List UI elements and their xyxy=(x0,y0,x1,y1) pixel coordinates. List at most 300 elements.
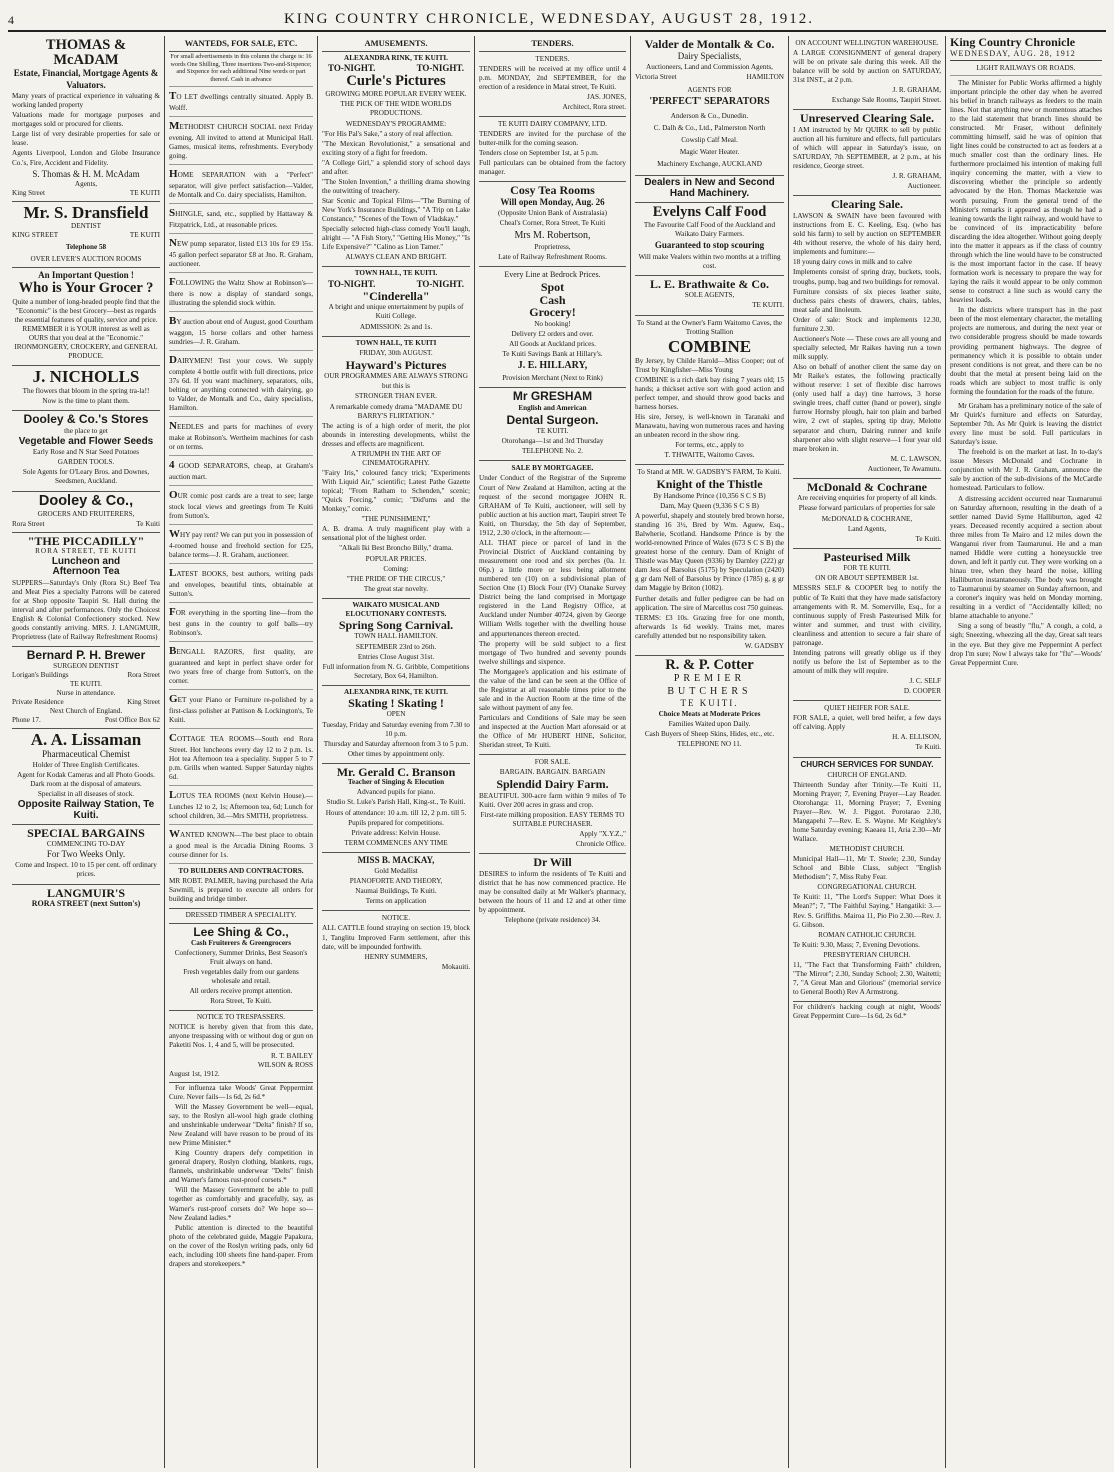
ad-title: TENDERS. xyxy=(535,54,570,63)
ad-text: BEAUTIFUL 300-acre farm within 9 miles of Te Kuiti. Over 200 acres in grass and crop. xyxy=(479,792,626,810)
ad-text: To Stand at MR. W. GADSBY'S FARM, Te Kuiti. xyxy=(637,468,782,477)
programme-item: "For His Pal's Sake," a story of real affection. xyxy=(322,129,453,138)
ad-grocer xyxy=(12,268,160,366)
ad-text: Many years of practical experience in valuating & working landed property xyxy=(12,92,160,110)
ad-title: Lee Shing & Co., xyxy=(193,925,289,940)
ad-text: No booking! xyxy=(534,320,571,329)
ad-text: First-rate milking proposition. EASY TERMS TO SUITABLE PURCHASER. xyxy=(480,811,625,829)
notice-trespassers xyxy=(169,1011,313,1082)
ad-subtitle: Estate, Financial, Mortgage Agents & Valuators. xyxy=(13,68,159,90)
notice-clearing-sale xyxy=(793,196,941,478)
ad-text: Also on behalf of another client the same day on Mr Raike's estates, the following practically without reserve: 1 set of flexible disc harrows (only used half a day) tine harrows, 3 horse swingle trees, chaff cutter (hand or power), single furrow Hornsby plough, hair ton plain and barbed wire, 2 cwt of staples, spring tip dray, Melotte separator and churn, Dairing runner and knife sharpener also with slight reserve—1 four year old mare broken in. xyxy=(793,363,941,453)
ad-machinery xyxy=(635,176,784,203)
ad-text: Under Conduct of the Registrar of the Supreme Court of New Zealand at Hamilton, acting at the request of the second mortgagee JOHN R. GRAHAM of Te Kuiti, auctioneer, will sell by public auction at his auction mart, Taupiri street Te Kuiti, on Thursday, the 5th day of September, 1912, 2.30 o'clock, in the afternoon:— xyxy=(479,474,626,537)
ad-text: Dam, May Queen (9,336 S C S B) xyxy=(660,501,759,510)
ad-subtitle: Vegetable and Flower Seeds xyxy=(18,435,154,447)
ad-text: A bright and unique entertainment by pupils of Kuiti College. xyxy=(328,303,464,321)
column-3 xyxy=(318,36,475,1468)
ad-signature: M. C. LAWSON, xyxy=(890,454,941,463)
ad-subtitle: WAIKATO MUSICAL AND ELOCUTIONARY CONTESTS. xyxy=(345,600,447,618)
ad-signature: J. R. GRAHAM, xyxy=(892,86,941,95)
ad-text: Land Agents, xyxy=(847,524,887,533)
ad-subtitle: BUTCHERS xyxy=(667,685,752,697)
ad-text: Intending patrons will greatly oblige us if they notify us before the 1st of September as to the amount of milk they will require. xyxy=(793,648,941,675)
editorial-paragraph: In the districts where transport has in the past been of the most elementary character, the metalling projects are numerous, and during the next year or two considerable progress should be made towards providing permanent highways. The degree of permanency which it is possible to obtain under present conditions is not great, and there can be no doubt that the metal at present being laid on the roads which are subject to most traffic is only forming the foundation for the roads of the future. xyxy=(950,306,1102,396)
ad-subtitle: ON OR ABOUT SEPTEMBER 1st. xyxy=(815,574,919,583)
ad-combine-stallion xyxy=(635,316,784,466)
ad-subtitle: Guaranteed to stop scouring xyxy=(654,240,765,251)
ad-date: August 1st, 1912. xyxy=(169,1069,220,1078)
ad-text: Early Rose and N Star Seed Potatoes xyxy=(32,448,140,457)
ad-subtitle: Opposite Railway Station, Te Kuiti. xyxy=(17,799,155,821)
classified-ad: OUR comic post cards are a treat to see; large stock local views and greetings from Te Kuiti from Sutton's. xyxy=(169,487,313,525)
ad-title: Dooley & Co.'s Stores xyxy=(23,412,149,427)
classified-ad: WANTED KNOWN—The best place to obtain a good meal is the Arcadia Dining Rooms. 3 course dinner for 1s. xyxy=(169,826,313,864)
ad-text: TO-NIGHT. xyxy=(416,278,464,289)
ad-text: Apply "X.Y.Z.," xyxy=(579,830,626,839)
ad-signature: W. GADSBY xyxy=(744,641,784,650)
ad-mcdonald-cochrane xyxy=(793,479,941,549)
ad-subtitle: Every Line at Bedrock Prices. xyxy=(504,270,601,280)
ad-title: ON ACCOUNT WELLINGTON WAREHOUSE. xyxy=(795,39,939,47)
masthead-title: KING COUNTRY CHRONICLE, WEDNESDAY, AUGUST 28, 1912. xyxy=(283,11,815,27)
ad-text: Tuesday, Friday and Saturday evening from 7.30 to 10 p.m. xyxy=(322,720,470,738)
ad-text: By Jersey, by Childe Harold—Miss Cooper; out of Trust by Kingfisher—Miss Young xyxy=(635,356,784,374)
church-name: METHODIST CHURCH. xyxy=(829,845,905,854)
section-heading: WANTEDS, FOR SALE, ETC. xyxy=(169,36,313,52)
ad-evelyns-calf-food xyxy=(635,203,784,276)
ad-signature: Mrs M. Robertson, xyxy=(514,229,591,241)
ad-signature: JAS. JONES, xyxy=(587,92,626,101)
ad-text: 18 young dairy cows in milk and to calve xyxy=(793,258,912,267)
ad-text: Particulars and Conditions of Sale may be seen and inspected at the Auction Mart aforesaid or at the Office of Mr HUBERT HINE, Solicitor, Sheridan street, Te Kuiti. xyxy=(479,714,626,750)
ad-text: A TRIUMPH IN THE ART OF CINEMATOGRAPHY. xyxy=(350,449,442,467)
agency-item: C. Dalh & Co., Ltd., Palmerston North xyxy=(653,123,766,132)
church-times: Te Kuiti: 9.30, Mass; 7, Evening Devotions. xyxy=(793,940,920,949)
ad-text: TENDERS are invited for the purchase of the butter-milk for the coming season. xyxy=(479,130,626,148)
ad-text: ALL CATTLE found straying on section 19, block 1, Tanglitu Improved Farm settlement, after this date, will be impounded forthwith. xyxy=(322,924,470,951)
ad-signature: H. A. ELLISON, xyxy=(892,733,941,742)
ad-text: Gold Medallist xyxy=(374,867,418,876)
ad-address: Rora Street xyxy=(12,519,45,528)
ad-text: Cheal's Corner, Rora Street, Te Kuiti xyxy=(499,219,606,228)
ad-signature: WILSON & ROSS xyxy=(257,1060,313,1069)
ad-subtitle: English and American xyxy=(518,403,587,412)
column-4 xyxy=(475,36,631,1468)
ad-signature: HENRY SUMMERS, xyxy=(364,952,428,961)
classified-ad: BY auction about end of August, good Courtham waggon, 15 horse collars and other harness sundries—J. R. Graham. xyxy=(169,313,313,351)
ad-title: Splendid Dairy Farm. xyxy=(496,777,609,792)
ad-text: For terms, etc., apply to xyxy=(675,441,744,450)
ad-title: A. A. Lissaman xyxy=(30,729,142,749)
ad-text: Nurse in attendance. xyxy=(56,688,116,697)
ad-subtitle: Dairy Specialists, xyxy=(677,50,742,61)
programme-item: Star Scenic and Topical Films—"The Burning of New York's Insurance Buildings," "A Trip on Lake Constance," "Scenes of the Town of Vladskay." xyxy=(322,197,470,224)
ad-text: Private Residence xyxy=(12,697,64,706)
ad-gresham xyxy=(479,388,626,461)
reading-notice: Will the Massey Government be able to pull together as comfortably and gracefully, say, as Warner's rust-proof corsets do? We hope so—New Zealand ladies.* xyxy=(169,1186,313,1222)
ad-text: Implements consist of spring dray, buckets, tools, troughs, pump, bag and two buildings for removal. xyxy=(793,268,941,286)
ad-text: The property will be sold subject to a first mortgage of Two hundred and seventy pounds twelve shillings and sixpence. xyxy=(479,639,626,666)
ad-town: TE KUITI. xyxy=(70,679,102,688)
ad-text: Sole Agents for O'Leary Bros. and Downes, Seedsmen, Auckland. xyxy=(22,468,150,486)
ad-text: For Two Weeks Only. xyxy=(46,849,126,860)
ad-town: TE KUITI xyxy=(129,188,160,197)
ad-signature: S. Thomas & H. M. McAdam xyxy=(32,168,140,179)
column-2 xyxy=(165,36,318,1468)
ad-subtitle: SOLE AGENTS, xyxy=(684,291,735,300)
ad-date: FRIDAY, 30th AUGUST. xyxy=(359,348,433,357)
church-services xyxy=(793,758,941,1003)
ad-text: ALL THAT piece or parcel of land in the Provincial District of Auckland containing by measurement one rood and six perches (0a. 1r. 06p.) a little more or less being allotment numbered ten (10) on a subdivisional plan of Section One (1) Block Four (IV) Otanake Survey District being the land comprised in Mortgage registered in the Land Registry Office, at Auckland under Number 40724, given by George William Wells together with the dwelling house and appurtenances thereon erected. xyxy=(479,538,626,638)
ad-text: Exchange Sale Rooms, Taupiri Street. xyxy=(831,96,941,105)
programme-item: "A College Girl," a splendid story of school days and after. xyxy=(322,158,470,176)
programme-item: Specially selected high-class comedy You'll laugh, alright — "A Fish Story," "Getting His Money," "Is Life Expensive?" "Calino as Lion Tamer." xyxy=(322,225,470,252)
ad-title: COMBINE xyxy=(667,336,752,356)
classified-ad: GET your Piano or Furniture re-polished by a first-class polisher at Pattison & Lockington's, Te Kuiti. xyxy=(169,691,313,729)
ad-subtitle: PIANOFORTE AND THEORY, xyxy=(349,877,443,886)
ad-pasteurised-milk xyxy=(793,549,941,701)
classified-ad: FOR everything in the sporting line—from the best guns in the country to golf balls—try Robinson's. xyxy=(169,604,313,642)
ad-text: Valuations made for mortgage purposes and mortgages sold or procured for clients. xyxy=(12,111,160,129)
ad-title: Skating ! Skating ! xyxy=(348,695,444,710)
ad-text: Thursday and Saturday afternoon from 3 to 5 p.m. xyxy=(323,739,469,748)
ad-text: POPULAR PRICES. xyxy=(365,554,427,563)
ad-address: RORA STREET, TE KUITI xyxy=(35,547,137,556)
reading-notice: For children's hacking cough at night, Woods' Great Peppermint Cure—1s 6d, 2s 6d.* xyxy=(793,1003,941,1021)
ad-date: SEPTEMBER 23rd to 26th. xyxy=(355,642,437,651)
ad-text: Full information from N. G. Gribble, Competitions Secretary, Box 64, Hamilton. xyxy=(322,662,470,680)
ad-text: Fresh vegetables daily from our gardens wholesale and retail. xyxy=(183,968,299,986)
ad-text: The great star novelty. xyxy=(363,584,429,593)
ad-text: OVER LEVER'S AUCTION ROOMS xyxy=(30,255,142,264)
ad-town: Mokauiti. xyxy=(441,962,470,971)
ad-title: Mr. S. Dransfield xyxy=(23,203,149,223)
editorial-date: WEDNESDAY, AUG. 28, 1912 xyxy=(950,49,1102,61)
ad-signature: J. C. SELF xyxy=(909,677,941,686)
ad-title: LANGMUIR'S xyxy=(46,885,125,900)
ad-text: Cash Buyers of Sheep Skins, Hides, etc., etc. xyxy=(644,729,775,738)
ad-text: Order of sale: Stock and implements 12.30, furniture 2.30. xyxy=(793,315,941,333)
ad-title: Evelyns Calf Food xyxy=(652,204,767,221)
notice-unreserved-sale xyxy=(793,110,941,196)
ad-town: Te Kuiti xyxy=(136,519,160,528)
ad-subtitle: DENTIST xyxy=(71,221,101,230)
classified-ad: METHODIST CHURCH SOCIAL next Friday evening. All invited to attend at Municipal Hall. Games, musical items, refreshments. Everybody going. xyxy=(169,118,313,165)
ad-text: TO-NIGHT. xyxy=(328,278,376,289)
news-paragraph: Sing a song of beastly "flu," A cough, a cold, a sigh; Sneezing, wheezing all the day, Great salt tears in the eye. But they give me Peppermint A perfect drop I'm sure; Now I always take for "flu"—Woods' Great Peppermint Cure. xyxy=(950,622,1102,667)
masthead xyxy=(8,6,1106,32)
ad-subtitle: BARGAIN. BARGAIN. BARGAIN xyxy=(499,768,606,777)
ad-text: Agents Liverpool, London and Globe Insurance Co.'s, Fire, Accident and Fidelity. xyxy=(12,149,160,167)
ad-phone: Phone 17. xyxy=(12,715,41,724)
ad-signature: McDONALD & COCHRANE, xyxy=(821,514,913,523)
reading-notice: For influenza take Woods' Great Peppermint Cure. Never fails—1s 6d, 2s 6d.* xyxy=(169,1083,313,1101)
ad-subtitle: Cash Fruiterers & Greengrocers xyxy=(191,938,291,947)
ad-text: The Mortgagee's application and his estimate of the value of the land can be seen at the Office of the Registrar at all reasonable times prior to the sale and in the Auction Room at the time of the sale without payment of any fee. xyxy=(479,667,626,713)
ad-text: Auctioneer. xyxy=(907,182,941,191)
ad-title: Curle's Pictures xyxy=(346,73,446,90)
ad-title: R. & P. Cotter xyxy=(665,656,754,673)
agency-item: Machinery Exchange, AUCKLAND xyxy=(657,159,762,168)
ad-text: Auctioneers, Land and Commission Agents, xyxy=(646,62,773,71)
ad-text: (Opposite Union Bank of Australasia) xyxy=(498,209,607,218)
reading-notice: Public attention is directed to the beautiful photo of the celebrated guide, Maggie Papakura, on the cover of the Roslyn writing pads, only 6d each, including 100 sheets fine hand-paper. From drapers and storekeepers.* xyxy=(169,1223,313,1268)
news-paragraph: The freehold is on the market at last. In to-day's issue Messrs McDonald and Cochrane in conjunction with Mr J. R. Graham, announce the sale by auction of the sub-divisions of the McCardle homestead. Particulars to follow. xyxy=(950,448,1102,493)
ad-title: Dooley & Co., xyxy=(38,492,134,509)
ad-title: SALE BY MORTGAGEE. xyxy=(511,464,594,473)
ad-text: A powerful, shapely and stoutely bred brown horse, standing 16 3½, Bred by Wm. Aguew, Esq., Balwherie, Scotland. Handsome Prince is by the world-renowned Prince of Wales (673 S C S B) the greatest horse of the century. Dam of Knight of Thistle was May Queen (9336) by Darnley (222) gr dam Jess of Barsolus (5175) by Speculation (2420) g gr dam Nell of Barsolus by Prince (1785) g, g gr dam Maggie by Briton (1082). xyxy=(635,511,784,593)
ad-text: GARDEN TOOLS. xyxy=(57,458,115,467)
ad-phone: TELEPHONE No. 2. xyxy=(521,447,584,456)
ad-venue: TOWN HALL HAMILTON. xyxy=(354,632,438,641)
ad-text: Studio St. Luke's Parish Hall, King-st., Te Kuiti. xyxy=(326,798,466,807)
ad-text: the place to get xyxy=(64,426,108,435)
classified-ad: LOTUS TEA ROOMS (next Kelvin House).—Lunches 12 to 2, 1s; Afternoon tea, 6d; Lunch for school children, 3d.—Mrs SMITH, proprietress. xyxy=(169,787,313,825)
ad-text: MR ROBT. PALMER, having purchased the Aria Sawmill, is prepared to execute all orders for building and bridge timber. xyxy=(169,876,313,904)
ad-title: TO BUILDERS AND CONTRACTORS. xyxy=(178,866,304,875)
reading-notice: Will the Massey Government be well—equal, say, to the Roslyn all-wool high grade clothing and unshrinkable underwear "Delta" finish? If so, New Zealand will have reason to be proud of its new Prime Minister.* xyxy=(169,1102,313,1148)
classified-ad: COTTAGE TEA ROOMS—South end Rora Street. Hot luncheons every day 12 to 2 p.m. 1s. Hot tea Afternoon tea a speciality. Supper 5 to 7 p.m. Grills when wanted. Supper Saturday nights 6d. xyxy=(169,730,313,786)
ad-title: "Cinderella" xyxy=(362,288,430,303)
ad-text: TERMS: £3 10s. Grazing free for one month, afterwards 1s 6d weekly. Trains met, mares carefully attended but no responsibility taken. xyxy=(635,613,784,640)
ad-text: LAWSON & SWAIN have been favoured with instructions from E. C. Keeling, Esq. (who has sold his farm) to sell by auction on SEPTEMBER 4th without reserve, the whole of his dairy herd, implements and furniture:— xyxy=(793,212,941,257)
ad-subtitle: FOR TE KUITI. xyxy=(843,564,891,573)
ad-text: OUR PROGRAMMES ARE ALWAYS STRONG xyxy=(324,372,468,381)
ad-phone: Telephone 58 xyxy=(65,243,107,252)
ad-title: Dental Surgeon. xyxy=(506,412,599,427)
programme-item: "The Stolen Invention," a thrilling drama showing the outwitting of treachery. xyxy=(322,177,470,195)
agency-item: Magic Water Heater. xyxy=(679,147,740,156)
ad-curles-pictures xyxy=(322,52,470,268)
ad-text: FOR SALE, a quiet, well bred heifer, a few days off calving. Apply xyxy=(793,714,941,732)
section-heading: AMUSEMENTS. xyxy=(322,36,470,52)
ad-text: TERM COMMENCES ANY TIME xyxy=(344,838,448,847)
ad-knight-of-the-thistle xyxy=(635,465,784,656)
ad-text: Advanced pupils for piano. xyxy=(356,788,436,797)
ad-text: Are receiving enquiries for property of all kinds. xyxy=(797,494,937,503)
ad-text: Families Waited upon Daily. xyxy=(668,719,751,728)
ad-title: Cosy Tea Rooms xyxy=(510,183,595,198)
ad-title: Spot xyxy=(540,280,565,295)
ad-title: Who is Your Grocer ? xyxy=(18,280,154,297)
ad-langmuir xyxy=(12,885,160,913)
agency-item: Anderson & Co., Dunedin. xyxy=(670,111,749,120)
ad-timber: DRESSED TIMBER A SPECIALITY. xyxy=(169,909,313,924)
ad-text: TO-NIGHT. xyxy=(328,62,376,73)
church-times: 11, "The Fact that Transforming Faith" children, "The Mirror"; 2.30, Sunday School; 2.30, Waitetti; 7, "A Great Man and Glorious" (memorial service to General Booth) Rev A Armstrong. xyxy=(793,960,941,997)
ad-text: Quite a number of long-headed people find that the "Economic" is the best Grocery—best as regards the essential features of quality, service and price. REMEMBER it is YOUR interest as well as OURS that you deal at the "Economic." IRONMONGERY, CROCKERY, and GENERAL PRODUCE. xyxy=(12,297,160,361)
ad-venue: ALEXANDRA RINK, TE KUITI. xyxy=(344,687,448,696)
ad-text: Full particulars can be obtained from the factory manager. xyxy=(479,159,626,177)
ad-text: His sire, Jersey, is well-known in Taranaki and Manawatu, having won numerous races and having an unbeaten record in the show ring. xyxy=(635,412,784,439)
ad-town: TE KUITI. xyxy=(536,427,569,436)
ad-text: Late of Railway Refreshment Rooms. xyxy=(498,253,607,262)
agency-list xyxy=(635,112,784,169)
ad-title: NOTICE TO TRESPASSERS. xyxy=(196,1013,286,1022)
ad-phone: TELEPHONE NO 11. xyxy=(677,739,742,748)
ad-subtitle: GROWING MORE POPULAR EVERY WEEK. xyxy=(325,90,467,99)
ad-subtitle: PREMIER xyxy=(673,673,746,685)
church-name: CONGREGATIONAL CHURCH. xyxy=(817,883,917,892)
ad-text: "Alkali Iki Best Broncho Billy," drama. xyxy=(339,544,453,553)
ad-title: Dr Will xyxy=(533,855,572,870)
ad-subtitle: Teacher of Singing & Elocution xyxy=(347,778,445,787)
ad-town: HAMILTON xyxy=(746,72,784,81)
ad-subtitle: Pharmaceutical Chemist xyxy=(42,748,130,759)
classified-ad: BENGALL RAZORS, first quality, are guaranteed and kept in perfect shave order for two years free of charge from Sutton's, on the corner. xyxy=(169,643,313,690)
ad-title: Spring Song Carnival. xyxy=(338,617,454,632)
classified-ad: 4 GOOD SEPARATORS, cheap, at Graham's auction mart. xyxy=(169,457,313,486)
ad-text: OPEN xyxy=(386,710,406,719)
classified-ad: DAIRYMEN! Test your cows. We supply complete 4 bottle outfit with full directions, price 37s 6d. If you want machinery, separators, oils, belting or anything connected with dairying, go to Valder, de Montalk and Co., dairy specialists, Hamilton. xyxy=(169,352,313,417)
ad-text: All Goods at Auckland prices. xyxy=(509,340,596,349)
ad-dairy-farm xyxy=(479,755,626,854)
ad-title: Mr GRESHAM xyxy=(512,388,593,403)
ad-title: "THE PICCADILLY" xyxy=(27,533,145,548)
news-paragraph: A distressing accident occurred near Taumarunui on Saturday afternoon, resulting in the death of a settler named David Syme Halliburton, aged 42 years. Deceased recently acquired a section about three miles from Te Mairo and 12 miles down the Wanganui river from Taumarunui. He and a man named Hiddle were cutting a honeysuckle tree down, and left it partly cut. They were working on a hinau tree, when they heard the noise, killing Halliburton instantaneously. The body was brought to Taumarunui by steamer on Sunday afternoon, and a coroner's inquiry was held on Monday morning, resulting in a verdict of "Accidentally killed; no blame attachable to anyone." xyxy=(950,494,1102,621)
ad-title: Unreserved Clearing Sale. xyxy=(799,111,935,126)
ad-subtitle: THE PICK OF THE WIDE WORLDS PRODUCTIONS. xyxy=(340,100,452,118)
ad-text: The flowers that bloom in the spring tra-la!! xyxy=(22,386,150,395)
ad-title: J. NICHOLLS xyxy=(32,367,140,387)
column-7 xyxy=(946,36,1106,1468)
ad-brathwaite xyxy=(635,276,784,316)
classified-ad: HOME SEPARATION with a "Perfect" separator, will give perfect satisfaction—Valder, de Montalk and Co. dairy specialists, Hamilton. xyxy=(169,166,313,204)
ad-title: CHURCH SERVICES FOR SUNDAY. xyxy=(800,759,934,769)
ad-text: ALWAYS CLEAN AND BRIGHT. xyxy=(345,253,447,262)
ad-subtitle: Will open Monday, Aug. 26 xyxy=(500,197,605,208)
tender-dairy-company xyxy=(479,117,626,182)
ad-text: All orders receive prompt attention. xyxy=(189,987,293,996)
ad-subtitle: FOR SALE. xyxy=(534,758,571,767)
ad-text: DESIRES to inform the residents of Te Kuiti and district that he has now commenced practice. He may be consulted daily at Mr Walker's pharmacy, between the hours of 11 and 12 and at other time by appointment. xyxy=(479,870,626,915)
ad-signature: R. T. BAILEY xyxy=(270,1051,313,1060)
ad-text: Please forward particulars of properties for sale xyxy=(798,504,936,513)
ad-piccadilly xyxy=(12,533,160,647)
ad-text: Private address: Kelvin House. xyxy=(351,828,441,837)
ad-text: "THE PRIDE OF THE CIRCUS," xyxy=(346,574,446,583)
ad-title: McDonald & Cochrane xyxy=(807,479,927,494)
page-number: 4 xyxy=(8,13,16,27)
editorial-heading: LIGHT RAILWAYS OR ROADS. xyxy=(950,64,1102,76)
column-6 xyxy=(789,36,946,1468)
ad-text: ADMISSION: 2s and 1s. xyxy=(359,322,433,331)
ad-title: Valder de Montalk & Co. xyxy=(644,37,775,51)
ad-text: Come and Inspect. 10 to 15 per cent. off ordinary prices. xyxy=(15,861,157,879)
ad-text: Architect, Rora street. xyxy=(562,103,626,112)
church-name: CHURCH OF ENGLAND. xyxy=(827,770,907,779)
ad-subtitle: 'PERFECT' SEPARATORS xyxy=(649,96,770,108)
ad-text: Will make Vealers within two months at a trifling cost. xyxy=(638,252,781,270)
ad-town: Te Kuiti. xyxy=(915,743,941,752)
ad-text: Coming: xyxy=(383,564,409,573)
ad-text: A remarkable comedy drama "MADAME DU BARRY'S FLIRTATION." xyxy=(329,402,463,420)
ad-text: Tenders close on September 1st, at 5 p.m. xyxy=(479,149,599,158)
ad-text: Proprietress, xyxy=(534,243,571,252)
ad-signature: T. THWAITE, Waitomo Caves. xyxy=(664,451,755,460)
ad-title: Cash xyxy=(539,292,566,307)
ad-dooley-grocers xyxy=(12,492,160,533)
ad-venue: TOWN HALL, TE KUITI xyxy=(355,338,437,347)
classified-ad: NEW pump separator, listed £13 10s for £9 15s. 45 gallon perfect separator £8 at Jno. R. Graham, auctioneer. xyxy=(169,235,313,273)
classified-ad: NEEDLES and parts for machines of every make at Robinson's. Wertheim machines for cash or on terms. xyxy=(169,418,313,456)
ad-lissaman xyxy=(12,729,160,825)
ad-text: Auctioneer's Note — These cows are all young and specially selected, Mr Raikes having run a town milk supply. xyxy=(793,334,941,361)
ad-text: Entries Close August 31st. xyxy=(357,652,435,661)
ad-text: Choice Meats at Moderate Prices xyxy=(658,709,761,718)
ad-text: Rora Street, Te Kuiti. xyxy=(210,997,272,1006)
ad-subtitle: SURGEON DENTIST xyxy=(53,661,119,670)
notice-mortgagee-sale xyxy=(479,461,626,755)
ad-town: TE KUITI. xyxy=(752,301,784,310)
ad-text: The acting is of a high order of merit, the plot abounds in interesting developments, whilst the dresses and effects are magnificent. xyxy=(322,421,470,448)
ad-text: Post Office Box 62 xyxy=(104,715,160,724)
ad-title: Grocery! xyxy=(529,305,576,320)
ad-subtitle: Luncheon and xyxy=(51,555,121,567)
classified-intro: For small advertisements in this column the charge is: 16 words One Shilling, Three insertions Two-and-Sixpence; and Sixpence for each additional Nine words or part thereof. Cash in advance xyxy=(169,53,313,87)
ad-text: Holder of Three English Certificates. xyxy=(32,761,140,770)
church-name: PRESBYTERIAN CHURCH. xyxy=(823,950,911,959)
ad-text: Other times by appointment only. xyxy=(347,749,445,758)
ad-text: Specialist in all diseases of stock. xyxy=(37,790,135,799)
ad-text: By Handsome Prince (10,356 S C S B) xyxy=(653,491,766,500)
ad-text: SUPPERS—Saturday's Only (Rora St.) Beef Tea and Meat Pies a specialty Patrons will be catered for at Shop opposite Taupiri St. Hall during the interval and after performances. Only the Choicest English & Colonial Confectionery stocked. New goods constantly arriving. MRS. J. LANGMUIR, Proprietress (late of Railway Refreshment Rooms) xyxy=(12,578,160,641)
church-times: Municipal Hall—11, Mr T. Steele; 2.30, Sunday School and Bible Class, subject "English Methodism"; 7, Miss Ruby Fear. xyxy=(793,855,941,882)
ad-text: Further details and fuller pedigree can be had on application. The sire of Marcellus cost 750 guineas. xyxy=(635,594,784,612)
ad-town: Te Kuiti. xyxy=(915,534,941,543)
ad-text: NOTICE is hereby given that from this date, anyone trespassing with or without dog or gun on Paketiti Nos. 1, 4 and 5, will be prosecuted. xyxy=(169,1023,313,1050)
church-times: Te Kuiti: 11, "The Lord's Supper: What Does it Mean?"; 7, "The Faithful Saying." Hangatiki: 3.—Rev. S. Griffiths. Mairoa 11, Pio Pio 2.30.—Rev. J. G. Gibson. xyxy=(793,893,941,929)
ad-cotter-butchers xyxy=(635,656,784,753)
notice-wellington-warehouse xyxy=(793,36,941,110)
ad-address: Lorigan's Buildings xyxy=(12,670,69,679)
ad-title: MISS B. MACKAY, xyxy=(357,854,435,865)
ad-title: TE KUITI DAIRY COMPANY, LTD. xyxy=(498,120,607,129)
ad-text: MESSRS SELF & COOPER beg to notify the public of Te Kuiti that they have made satisfactory arrangements with R. M. Somerville, Esq., for a continuous supply of Fresh Pasteurised Milk for winter and summer, and trust with civility, cleanliness and attention to secure a fair share of patronage. xyxy=(793,584,941,647)
ad-text: Hours of attendance: 10 a.m. till 12, 2 p.m. till 5. xyxy=(325,808,467,817)
ad-text: Furniture consists of six pieces leather suite, duchess pairs chests of drawers, chairs, tables, meat safe and linoleum. xyxy=(793,287,941,314)
ad-title: SPECIAL BARGAINS xyxy=(27,826,145,841)
ad-text: Chronicle Office. xyxy=(575,840,626,849)
ad-text: Otorohanga—1st and 3rd Thursday xyxy=(501,437,604,446)
ad-title: L. E. Brathwaite & Co. xyxy=(650,276,769,291)
ad-title: Bernard P. H. Brewer xyxy=(26,647,146,662)
classified-ad: LATEST BOOKS, best authors, writing pads and envelopes, beautiful tints, obtainable at Sutton's. xyxy=(169,565,313,603)
ad-dr-will xyxy=(479,854,626,929)
ad-subtitle: Afternoon Tea xyxy=(52,566,120,577)
ad-heifer xyxy=(793,701,941,757)
ad-text: "THE PUNISHMENT," xyxy=(361,515,431,524)
ad-brewer xyxy=(12,647,160,729)
ad-address: RORA STREET (next Sutton's) xyxy=(31,899,141,909)
ad-subtitle: An Important Question ! xyxy=(38,270,134,281)
ad-text: "Fairy Iris," coloured fancy trick; "Experiments With Liquid Air," scientific; Latest Pathe Gazette topical; "From Ratham to Schenden," scenic; "Quick Forcing," comic; "Did'ums and the Monkey," comic. xyxy=(322,468,470,514)
tender-residence xyxy=(479,52,626,117)
ad-text: To Stand at the Owner's Farm Waitomo Caves, the Trotting Stallion xyxy=(636,318,783,336)
ad-signature: J. R. GRAHAM, xyxy=(892,172,941,181)
editorial-masthead: King Country Chronicle xyxy=(950,36,1076,49)
news-paragraph: Mr Graham has a preliminary notice of the sale of Mr Quirk's furniture and effects on Saturday, September 7th. As Mr Quirk is leaving the district every line must be sold. Full particulars in Saturday's issue. xyxy=(950,401,1102,447)
agency-item: Cowslip Calf Meal. xyxy=(681,135,738,144)
ad-text: Agents, xyxy=(74,179,98,188)
ad-text: A LARGE CONSIGNMENT of general drapery will be on private sale during this week. All the balance will be sold by auction on SATURDAY, 31st INST., at 2 p.m. xyxy=(793,49,941,85)
ad-text: Te Kuiti Savings Bank at Hillary's. xyxy=(502,350,603,359)
ad-title: Clearing Sale. xyxy=(831,197,903,212)
church-times: Thirteenth Sunday after Trinity.—Te Kuiti 11, Morning Prayer; 7, Evening Prayer—Lay Reader. Otorohanga: 11, Morning Prayer; 7, Evening Prayer—Rev. W. J. Piggot. Porotarao 2.30, Mangapehi 7—Rev. E. S. Wayne. Mr Keighley's home Saturday evening; Kaeaea 11, Aria 2.30—Mr Wallace. xyxy=(793,780,941,844)
programme-list xyxy=(322,130,470,253)
ad-subtitle: COMMENCING TO-DAY xyxy=(46,839,126,848)
